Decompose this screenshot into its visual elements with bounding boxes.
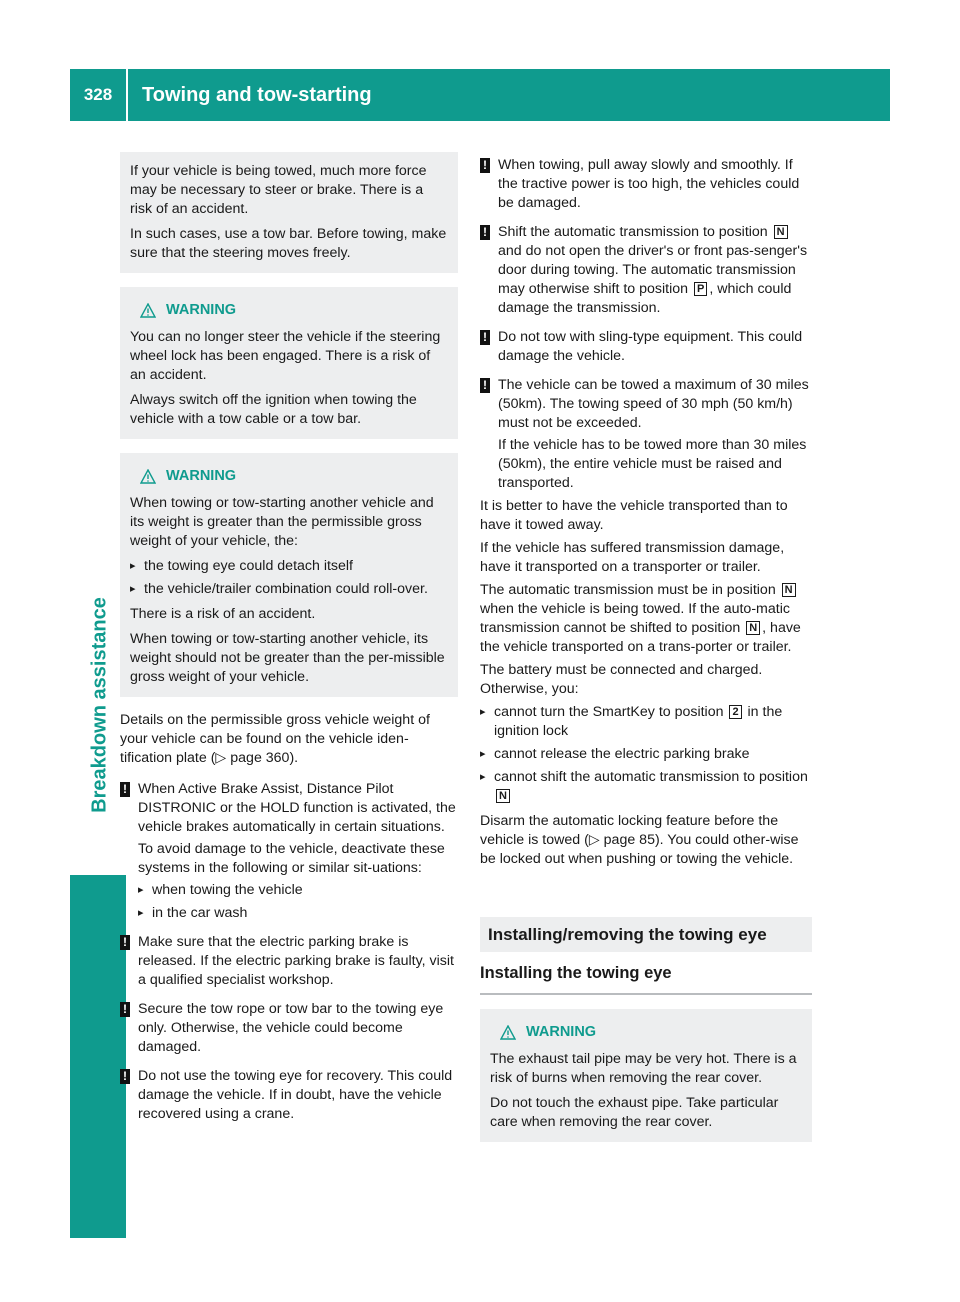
warning-box-weight [120, 453, 458, 697]
warning-text-2: Always switch off the ignition when towing the vehicle with a tow cable or a tow bar. [130, 392, 417, 427]
body-paragraph: Disarm the automatic locking feature before the vehicle is towed (▷ page 85). You could other-wise be locked out when pushing or towing the vehicle. [480, 813, 799, 867]
warning-text-1: You can no longer steer the vehicle if the steering wheel lock has been engaged. There is a risk of an accident. [130, 329, 441, 383]
details-paragraph: Details on the permissible gross vehicle weight of your vehicle can be found on the vehicle iden-tification plate (▷ page 360). [120, 712, 430, 766]
section-heading: Installing/removing the towing eye [480, 917, 812, 952]
exclamation-icon: ! [480, 225, 490, 240]
bullet-list [480, 703, 812, 806]
list-item: ▸ when towing the vehicle [138, 881, 458, 900]
gear-n-icon: N [496, 789, 510, 803]
subsection-heading: Installing the towing eye [480, 964, 812, 995]
warning-label: WARNING [166, 468, 237, 484]
page-title: Towing and tow-starting [142, 84, 372, 106]
note-text: Do not use the towing eye for recovery. This could damage the vehicle. If in doubt, have the vehicle recovered using a crane. [138, 1068, 453, 1122]
note-text: Secure the tow rope or tow bar to the towing eye only. Otherwise, the vehicle could become damaged. [138, 1001, 444, 1055]
caution-note [480, 328, 812, 366]
note-subtext: To avoid damage to the vehicle, deactivate these systems in the following or similar sit-uations: [138, 841, 445, 876]
note-text: When Active Brake Assist, Distance Pilot DISTRONIC or the HOLD function is activated, the vehicle brakes automatically in certain situations. [138, 781, 456, 835]
caution-note [480, 156, 812, 213]
note-subtext: If the vehicle has to be towed more than 30 miles (50km), the entire vehicle must be raised and transported. [498, 437, 807, 491]
warning-text-2: Do not touch the exhaust pipe. Take particular care when removing the rear cover. [490, 1095, 779, 1130]
body-paragraph: If the vehicle has suffered transmission damage, have it transported on a transporter or trailer. [480, 540, 785, 575]
gear-n-icon: N [782, 583, 796, 597]
list-item: ▸ in the car wash [138, 904, 458, 923]
gear-n-icon: N [746, 621, 760, 635]
bullet-list [130, 557, 448, 599]
list-item: ▸ the towing eye could detach itself [130, 557, 448, 576]
body-paragraph: The automatic transmission must be in position N when the vehicle is being towed. If the auto-matic transmission cannot be shifted to position N , have the vehicle transported on a trans-porter or trailer. [480, 582, 801, 655]
side-chapter-text: Breakdown assistance [88, 597, 111, 813]
warning-text-3: When towing or tow-starting another vehicle, its weight should not be greater than the per-missible gross weight of your vehicle. [130, 631, 445, 685]
key-position-2-icon: 2 [729, 705, 741, 719]
caution-note [120, 780, 458, 923]
gear-p-icon: P [694, 282, 707, 296]
exclamation-icon: ! [120, 935, 130, 950]
gear-n-icon: N [774, 225, 788, 239]
left-column [120, 152, 458, 1134]
side-chapter-tab [70, 875, 126, 1238]
warning-text-1: When towing or tow-starting another vehicle and its weight is greater than the permissible gross weight of your vehicle, the: [130, 495, 434, 549]
exclamation-icon: ! [120, 1002, 130, 1017]
caution-note [120, 933, 458, 990]
exclamation-icon: ! [120, 782, 130, 797]
side-chapter-label [80, 545, 120, 865]
bullet-list [138, 881, 458, 923]
exclamation-icon: ! [480, 158, 490, 173]
caution-note [480, 376, 812, 493]
body-paragraph: It is better to have the vehicle transported than to have it towed away. [480, 498, 788, 533]
caution-note [120, 1000, 458, 1057]
warning-heading [500, 1023, 802, 1042]
page-number: 328 [83, 85, 113, 104]
note-text: Do not tow with sling-type equipment. This could damage the vehicle. [498, 329, 803, 364]
info-box-text-1: If your vehicle is being towed, much more force may be necessary to steer or brake. There is a risk of an accident. [130, 163, 427, 217]
note-text: Make sure that the electric parking brake is released. If the electric parking brake is faulty, visit a qualified specialist workshop. [138, 934, 454, 988]
caution-note [120, 1067, 458, 1124]
body-paragraph: The battery must be connected and charged. Otherwise, you: [480, 662, 763, 697]
caution-note [480, 223, 812, 318]
warning-triangle-icon [140, 303, 156, 318]
list-item: ▸ the vehicle/trailer combination could roll-over. [130, 580, 448, 599]
note-text: When towing, pull away slowly and smoothly. If the tractive power is too high, the vehicles could be damaged. [498, 157, 800, 211]
warning-label: WARNING [526, 1024, 597, 1040]
header-divider [126, 69, 128, 121]
warning-text-2: There is a risk of an accident. [130, 606, 316, 622]
list-item: ▸ cannot shift the automatic transmission to position N [480, 768, 812, 806]
warning-triangle-icon [140, 469, 156, 484]
warning-heading [140, 301, 448, 320]
info-box-text-2: In such cases, use a tow bar. Before towing, make sure that the steering moves freely. [130, 226, 447, 261]
note-text: The vehicle can be towed a maximum of 30 miles (50km). The towing speed of 30 mph (50 km/h) must not be exceeded. [498, 377, 809, 431]
warning-triangle-icon [500, 1025, 516, 1040]
warning-heading [140, 467, 448, 486]
info-box [120, 152, 458, 273]
right-column [480, 156, 812, 1156]
exclamation-icon: ! [480, 378, 490, 393]
list-item: ▸ cannot release the electric parking brake [480, 745, 812, 764]
warning-box-steering [120, 287, 458, 439]
exclamation-icon: ! [480, 330, 490, 345]
exclamation-icon: ! [120, 1069, 130, 1084]
list-item: ▸ cannot turn the SmartKey to position 2 in the ignition lock [480, 703, 812, 741]
warning-label: WARNING [166, 302, 237, 318]
note-text: Shift the automatic transmission to position N and do not open the driver's or front pas-senger's door during towing. The automatic transmission may otherwise shift to position P , which could damage the transmission. [498, 224, 808, 316]
warning-text-1: The exhaust tail pipe may be very hot. There is a risk of burns when removing the rear cover. [490, 1051, 797, 1086]
warning-box-exhaust [480, 1009, 812, 1142]
